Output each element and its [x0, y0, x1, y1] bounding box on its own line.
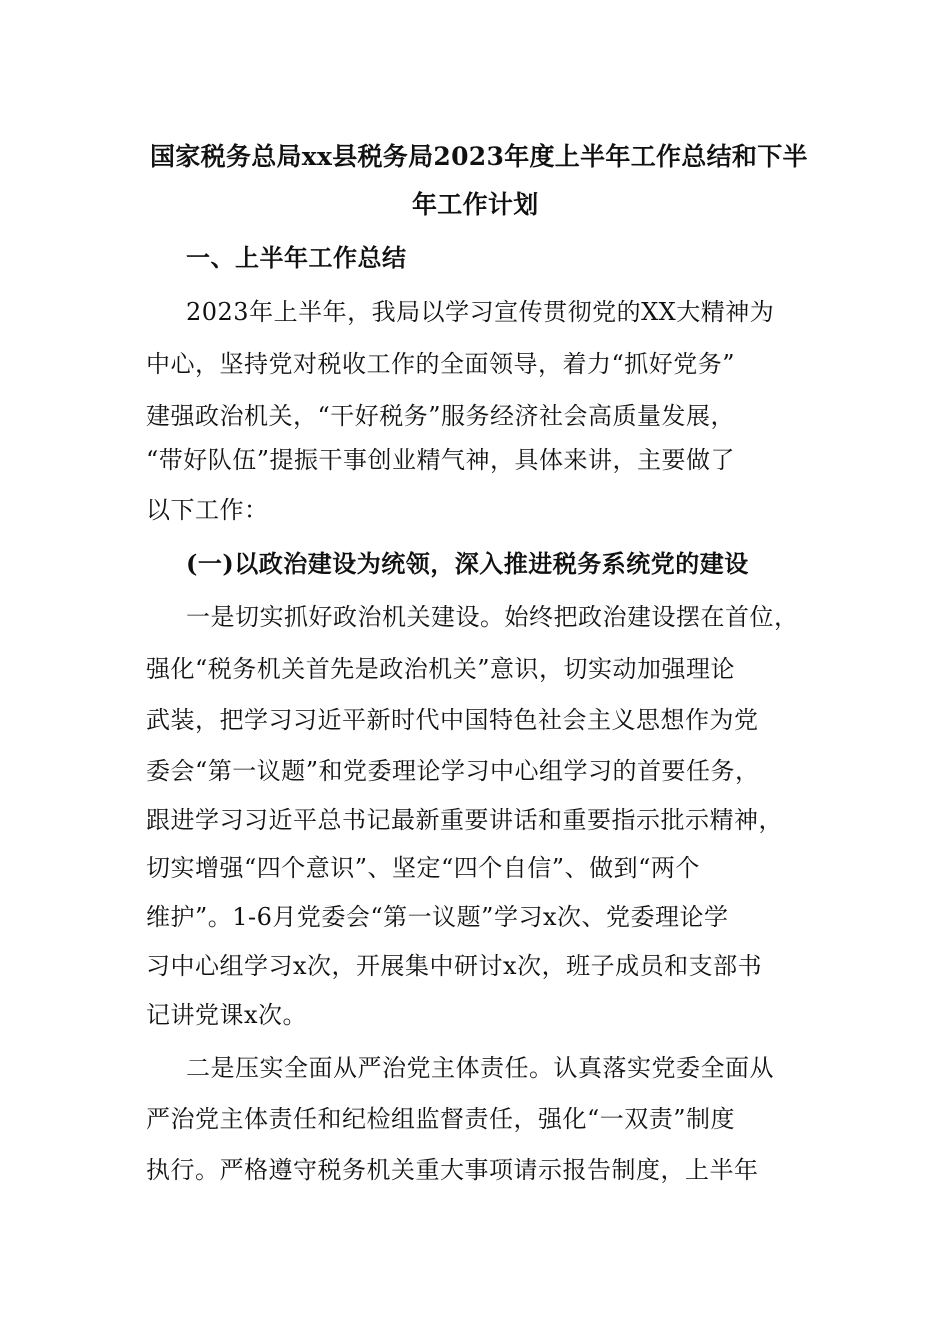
paragraph-line: 严治党主体责任和纪检组监督责任，强化“一双责”制度 [146, 1105, 736, 1133]
paragraph-line: 切实增强“四个意识”、坚定“四个自信”、做到“两个 [146, 854, 700, 882]
paragraph-line: 执行。严格遵守税务机关重大事项请示报告制度，上半年 [146, 1156, 759, 1184]
intro-line: 中心，坚持党对税收工作的全面领导，着力“抓好党务” [146, 350, 736, 378]
subsection-heading: (一)以政治建设为统领，深入推进税务系统党的建设 [186, 549, 749, 578]
intro-line: 以下工作： [146, 496, 269, 524]
paragraph-line: 一是切实抓好政治机关建设。始终把政治建设摆在首位， [186, 603, 799, 631]
paragraph-line: 习中心组学习x次，开展集中研讨x次，班子成员和支部书 [146, 952, 763, 980]
paragraph-line: 跟进学习习近平总书记最新重要讲话和重要指示批示精神， [146, 806, 783, 834]
section-heading: 一、上半年工作总结 [186, 243, 407, 272]
paragraph-line: 委会“第一议题”和党委理论学习中心组学习的首要任务， [146, 757, 760, 785]
intro-line: 2023年上半年，我局以学习宣传贯彻党的XX大精神为 [186, 298, 775, 326]
document-title-line-2: 年工作计划 [412, 190, 539, 219]
intro-line: 建强政治机关，“干好税务”服务经济社会高质量发展， [146, 402, 736, 430]
paragraph-line: 武装，把学习习近平新时代中国特色社会主义思想作为党 [146, 706, 759, 734]
document-title-line-1: 国家税务总局xx县税务局2023年度上半年工作总结和下半 [150, 142, 808, 171]
paragraph-line: 维护”。1-6月党委会“第一议题”学习x次、党委理论学 [146, 903, 729, 931]
paragraph-line: 二是压实全面从严治党主体责任。认真落实党委全面从 [186, 1054, 774, 1082]
intro-line: “带好队伍”提振干事创业精气神，具体来讲，主要做了 [146, 446, 736, 474]
paragraph-line: 强化“税务机关首先是政治机关”意识，切实动加强理论 [146, 655, 736, 683]
paragraph-line: 记讲党课x次。 [146, 1001, 308, 1029]
